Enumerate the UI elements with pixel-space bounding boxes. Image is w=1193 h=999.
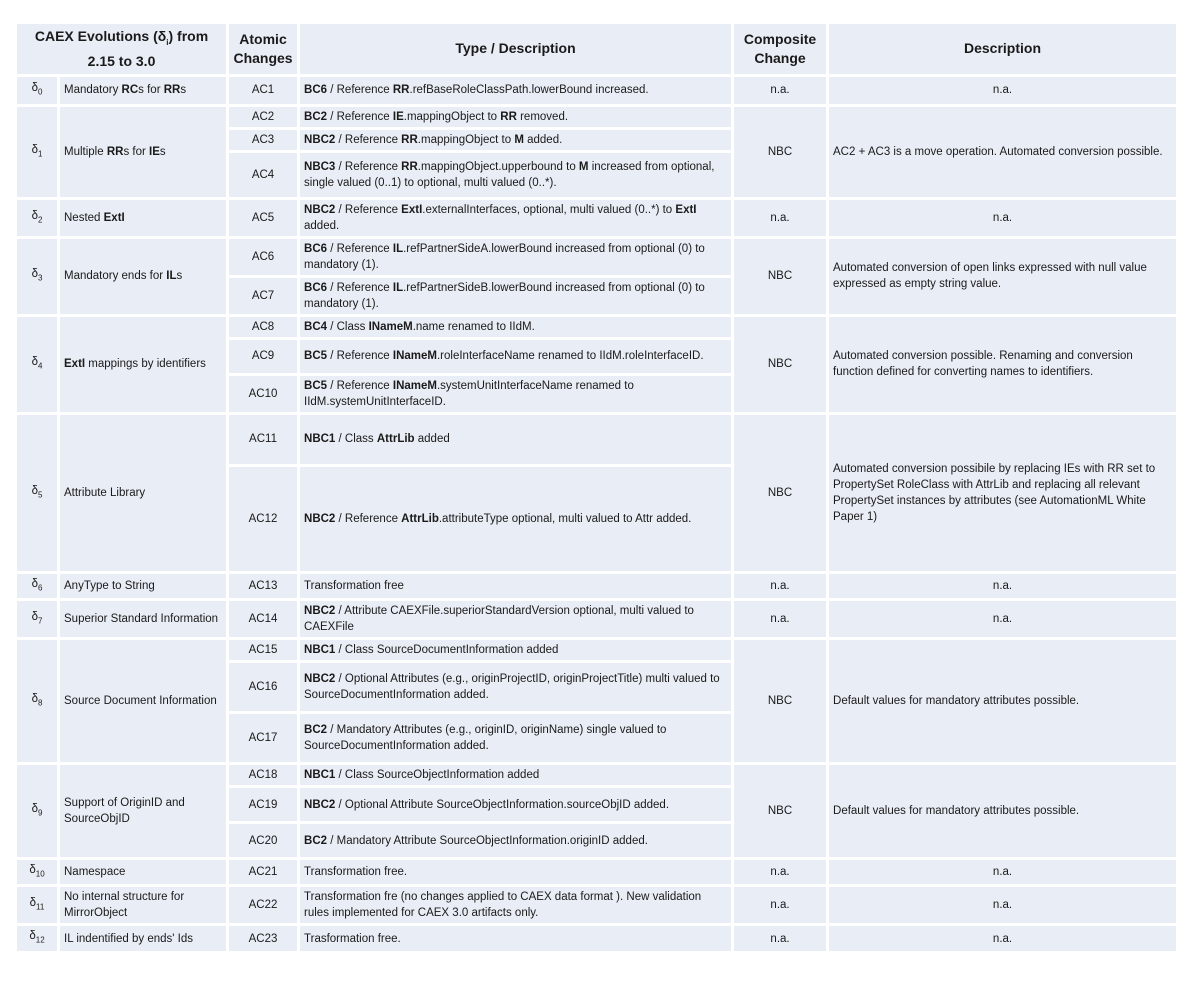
atomic-change-description: NBC2 / Optional Attribute SourceObjectInformation.sourceObjID added. [300, 788, 731, 821]
table-row [17, 887, 1176, 923]
atomic-change-id: AC20 [229, 824, 297, 857]
evolution-id: $\delta_3$ [17, 239, 57, 314]
table-row [17, 926, 1176, 950]
table-row [17, 574, 1176, 598]
atomic-change-id: AC23 [229, 926, 297, 950]
atomic-change-id: AC13 [229, 574, 297, 598]
evolution-description: n.a. [829, 887, 1176, 923]
atomic-change-id: AC5 [229, 200, 297, 236]
composite-change: n.a. [734, 860, 826, 884]
atomic-change-description: NBC2 / Attribute CAEXFile.superiorStandardVersion optional, multi valued to CAEXFile [300, 601, 731, 637]
composite-change: NBC [734, 415, 826, 571]
evolution-description: Automated conversion possible. Renaming and conversion function defined for converting names to identifiers. [829, 317, 1176, 412]
atomic-change-description: NBC1 / Class SourceDocumentInformation added [300, 640, 731, 660]
composite-change: n.a. [734, 926, 826, 950]
atomic-change-description: BC6 / Reference RR.refBaseRoleClassPath.lowerBound increased. [300, 77, 731, 104]
header-evolutions: CAEX Evolutions $(\delta_i)$ from 2.15 to 3.0 [17, 24, 226, 74]
evolution-name: Namespace [60, 860, 226, 884]
atomic-change-id: AC2 [229, 107, 297, 127]
evolution-id: $\delta_2$ [17, 200, 57, 236]
composite-change: NBC [734, 107, 826, 197]
evolution-name: AnyType to String [60, 574, 226, 598]
atomic-change-description: BC2 / Mandatory Attributes (e.g., originID, originName) single valued to SourceDocumentInformation added. [300, 714, 731, 762]
composite-change: n.a. [734, 200, 826, 236]
evolution-description: n.a. [829, 926, 1176, 950]
table-row [17, 601, 1176, 637]
composite-change: n.a. [734, 574, 826, 598]
evolution-id: $\delta_{10}$ [17, 860, 57, 884]
evolution-description: Automated conversion possibile by replacing IEs with RR set to PropertySet RoleClass with AttrLib and replacing all relevant PropertySet instances by attributes (see AutomationML White Paper 1) [829, 415, 1176, 571]
atomic-change-id: AC19 [229, 788, 297, 821]
composite-change: NBC [734, 239, 826, 314]
table-row [17, 107, 1176, 127]
atomic-change-description: BC2 / Mandatory Attribute SourceObjectInformation.originID added. [300, 824, 731, 857]
atomic-change-id: AC4 [229, 153, 297, 197]
evolution-id: $\delta_9$ [17, 765, 57, 857]
evolution-name: Support of OriginID and SourceObjID [60, 765, 226, 857]
evolution-name: No internal structure for MirrorObject [60, 887, 226, 923]
atomic-change-description: NBC1 / Class SourceObjectInformation added [300, 765, 731, 785]
table-row [17, 77, 1176, 104]
header-row [17, 24, 1176, 74]
table-row [17, 765, 1176, 785]
caex-evolutions-table [14, 21, 1179, 954]
atomic-change-id: AC21 [229, 860, 297, 884]
atomic-change-description: NBC3 / Reference RR.mappingObject.upperbound to M increased from optional, single valued (0..1) to optional, multi valued (0..*). [300, 153, 731, 197]
atomic-change-id: AC8 [229, 317, 297, 337]
atomic-change-id: AC11 [229, 415, 297, 464]
evolution-name: ExtI mappings by identifiers [60, 317, 226, 412]
atomic-change-id: AC16 [229, 663, 297, 711]
evolution-description: n.a. [829, 601, 1176, 637]
table-row [17, 415, 1176, 464]
table-row [17, 317, 1176, 337]
atomic-change-id: AC6 [229, 239, 297, 275]
evolution-id: $\delta_0$ [17, 77, 57, 104]
atomic-change-description: Transformation free. [300, 860, 731, 884]
atomic-change-id: AC15 [229, 640, 297, 660]
header-composite-change: Composite Change [734, 24, 826, 74]
evolution-name: Superior Standard Information [60, 601, 226, 637]
atomic-change-id: AC22 [229, 887, 297, 923]
evolution-description: Automated conversion of open links expressed with null value expressed as empty string value. [829, 239, 1176, 314]
atomic-change-id: AC9 [229, 340, 297, 373]
table-row [17, 239, 1176, 275]
header-description: Description [829, 24, 1176, 74]
evolution-id: $\delta_{12}$ [17, 926, 57, 950]
evolution-name: Nested ExtI [60, 200, 226, 236]
evolution-id: $\delta_1$ [17, 107, 57, 197]
evolution-description: AC2 + AC3 is a move operation. Automated conversion possible. [829, 107, 1176, 197]
atomic-change-id: AC7 [229, 278, 297, 314]
composite-change: NBC [734, 765, 826, 857]
evolution-name: Source Document Information [60, 640, 226, 762]
evolution-id: $\delta_8$ [17, 640, 57, 762]
atomic-change-description: BC5 / Reference INameM.roleInterfaceName renamed to IIdM.roleInterfaceID. [300, 340, 731, 373]
evolution-name: Multiple RRs for IEs [60, 107, 226, 197]
atomic-change-id: AC12 [229, 467, 297, 571]
evolution-description: n.a. [829, 574, 1176, 598]
evolution-description: n.a. [829, 77, 1176, 104]
atomic-change-id: AC10 [229, 376, 297, 412]
composite-change: n.a. [734, 601, 826, 637]
atomic-change-description: BC5 / Reference INameM.systemUnitInterfaceName renamed to IIdM.systemUnitInterfaceID. [300, 376, 731, 412]
atomic-change-id: AC3 [229, 130, 297, 150]
atomic-change-description: BC6 / Reference IL.refPartnerSideB.lowerBound increased from optional (0) to mandatory (1). [300, 278, 731, 314]
evolution-description: n.a. [829, 200, 1176, 236]
evolution-name: Mandatory RCs for RRs [60, 77, 226, 104]
header-type-description: Type / Description [300, 24, 731, 74]
evolution-description: Default values for mandatory attributes possible. [829, 765, 1176, 857]
table-row [17, 200, 1176, 236]
evolution-id: $\delta_7$ [17, 601, 57, 637]
header-atomic-changes: Atomic Changes [229, 24, 297, 74]
atomic-change-description: NBC2 / Reference AttrLib.attributeType optional, multi valued to Attr added. [300, 467, 731, 571]
evolution-description: Default values for mandatory attributes possible. [829, 640, 1176, 762]
atomic-change-description: Trasformation free. [300, 926, 731, 950]
evolution-id: $\delta_4$ [17, 317, 57, 412]
atomic-change-id: AC1 [229, 77, 297, 104]
atomic-change-description: BC4 / Class INameM.name renamed to IIdM. [300, 317, 731, 337]
evolution-id: $\delta_5$ [17, 415, 57, 571]
composite-change: NBC [734, 317, 826, 412]
atomic-change-description: NBC1 / Class AttrLib added [300, 415, 731, 464]
evolution-id: $\delta_6$ [17, 574, 57, 598]
evolution-id: $\delta_{11}$ [17, 887, 57, 923]
evolution-name: Attribute Library [60, 415, 226, 571]
atomic-change-description: Transformation fre (no changes applied to CAEX data format ). New validation rules implemented for CAEX 3.0 artifacts only. [300, 887, 731, 923]
evolution-name: Mandatory ends for ILs [60, 239, 226, 314]
composite-change: n.a. [734, 77, 826, 104]
atomic-change-description: BC6 / Reference IL.refPartnerSideA.lowerBound increased from optional (0) to mandatory (1). [300, 239, 731, 275]
atomic-change-description: BC2 / Reference IE.mappingObject to RR removed. [300, 107, 731, 127]
atomic-change-description: Transformation free [300, 574, 731, 598]
composite-change: n.a. [734, 887, 826, 923]
composite-change: NBC [734, 640, 826, 762]
atomic-change-id: AC18 [229, 765, 297, 785]
atomic-change-id: AC14 [229, 601, 297, 637]
atomic-change-description: NBC2 / Reference RR.mappingObject to M added. [300, 130, 731, 150]
atomic-change-id: AC17 [229, 714, 297, 762]
evolution-name: IL indentified by ends' Ids [60, 926, 226, 950]
table-row [17, 640, 1176, 660]
table-row [17, 860, 1176, 884]
evolution-description: n.a. [829, 860, 1176, 884]
atomic-change-description: NBC2 / Optional Attributes (e.g., originProjectID, originProjectTitle) multi valued to SourceDocumentInformation added. [300, 663, 731, 711]
atomic-change-description: NBC2 / Reference ExtI.externalInterfaces, optional, multi valued (0..*) to ExtI added. [300, 200, 731, 236]
table-body [17, 77, 1176, 951]
